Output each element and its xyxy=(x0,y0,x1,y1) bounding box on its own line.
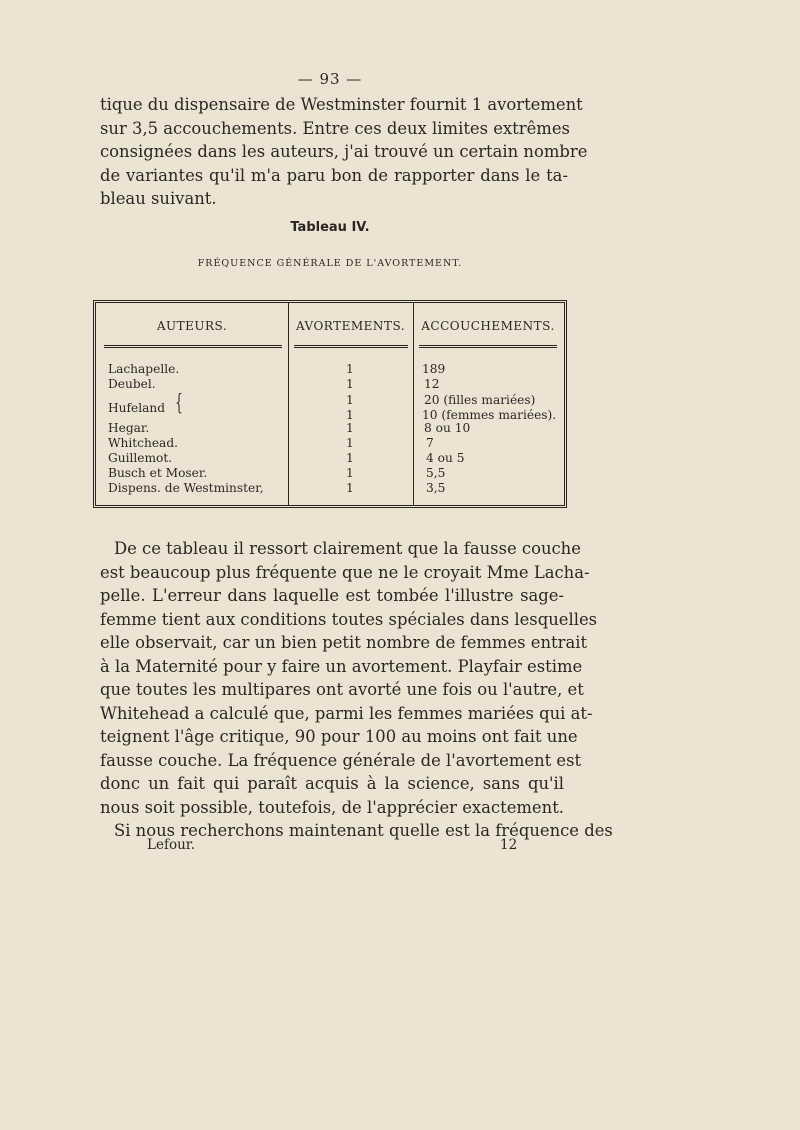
text-line: De ce tableau il ressort clairement que la fausse couche xyxy=(114,539,581,558)
cell-auteur: Lachapelle. xyxy=(108,362,180,376)
cell-avortements: 1 xyxy=(346,421,354,435)
text-line: donc un fait qui paraît acquis à la science, sans qu'il xyxy=(100,774,564,793)
cell-auteur: Guillemot. xyxy=(108,451,173,465)
cell-accouchements: 3,5 xyxy=(426,481,446,495)
cell-accouchements: 12 xyxy=(424,377,440,391)
cell-accouchements: 7 xyxy=(426,436,434,450)
footer-signature: 12 xyxy=(500,837,518,853)
header-auteurs: AUTEURS. xyxy=(156,319,228,333)
cell-avortements: 1 xyxy=(346,481,354,495)
cell-auteur: Hegar. xyxy=(108,421,150,435)
text-line: nous soit possible, toutefois, de l'apprécier exactement. xyxy=(100,797,564,817)
page-number: — 93 — xyxy=(297,70,363,88)
cell-auteur: Busch et Moser. xyxy=(108,466,208,480)
brace-icon: { xyxy=(175,391,183,416)
cell-accouchements: 4 ou 5 xyxy=(426,451,465,465)
cell-avortements: 1 xyxy=(346,362,354,376)
cell-avortements: 1 xyxy=(346,393,354,407)
cell-avortements: 1 xyxy=(346,408,354,422)
cell-avortements: 1 xyxy=(346,377,354,391)
table-caption: FRÉQUENCE GÉNÉRALE DE L'AVORTEMENT. xyxy=(197,258,463,269)
cell-avortements: 1 xyxy=(346,451,354,465)
text-line: sur 3,5 accouchements. Entre ces deux limites extrêmes xyxy=(100,118,570,138)
header-avortements: AVORTEMENTS. xyxy=(295,319,406,333)
cell-accouchements: 5,5 xyxy=(426,466,446,480)
column-separator xyxy=(413,303,414,505)
text-line: de variantes qu'il m'a paru bon de rapporter dans le ta- xyxy=(100,165,568,185)
text-line: femme tient aux conditions toutes spéciales dans lesquelles xyxy=(100,609,598,629)
cell-avortements: 1 xyxy=(346,466,354,480)
text-line: pelle. L'erreur dans laquelle est tombée l'illustre sage- xyxy=(100,586,564,605)
cell-accouchements: 8 ou 10 xyxy=(424,421,471,435)
table-title: Tableau IV. xyxy=(290,220,370,235)
text-line: Whitehead a calculé que, parmi les femmes mariées qui at- xyxy=(100,703,593,723)
text-line: bleau suivant. xyxy=(100,189,217,208)
cell-auteur-hufeland: Hufeland xyxy=(108,401,166,415)
cell-avortements: 1 xyxy=(346,436,354,450)
header-rule xyxy=(104,345,282,348)
text-line: tique du dispensaire de Westminster fournit 1 avortement xyxy=(100,95,583,114)
header-accouchements: ACCOUCHEMENTS. xyxy=(421,319,555,333)
header-rule xyxy=(294,345,408,348)
frequency-table xyxy=(93,300,567,508)
body-paragraph xyxy=(100,537,613,843)
intro-paragraph xyxy=(100,93,588,211)
cell-auteur: Dispens. de Westminster, xyxy=(108,481,264,495)
cell-accouchements: 189 xyxy=(422,362,446,376)
cell-auteur: Deubel. xyxy=(108,377,156,391)
text-line: consignées dans les auteurs, j'ai trouvé un certain nombre xyxy=(100,142,588,161)
text-line: est beaucoup plus fréquente que ne le croyait Mme Lacha- xyxy=(100,562,590,582)
text-line: Si nous recherchons maintenant quelle est la fréquence des xyxy=(114,821,613,840)
cell-accouchements: 20 (filles mariées) xyxy=(424,393,536,407)
text-line: que toutes les multipares ont avorté une fois ou l'autre, et xyxy=(100,680,584,699)
column-separator xyxy=(288,303,289,505)
cell-accouchements: 10 (femmes mariées). xyxy=(422,408,557,422)
text-line: fausse couche. La fréquence générale de l'avortement est xyxy=(100,750,582,770)
text-line: teignent l'âge critique, 90 pour 100 au moins ont fait une xyxy=(100,727,578,746)
footer-author: Lefour. xyxy=(147,837,196,853)
header-rule xyxy=(419,345,557,348)
text-line: à la Maternité pour y faire un avortement. Playfair estime xyxy=(100,656,583,676)
cell-auteur: Whitchead. xyxy=(108,436,179,450)
text-line: elle observait, car un bien petit nombre de femmes entrait xyxy=(100,633,588,652)
